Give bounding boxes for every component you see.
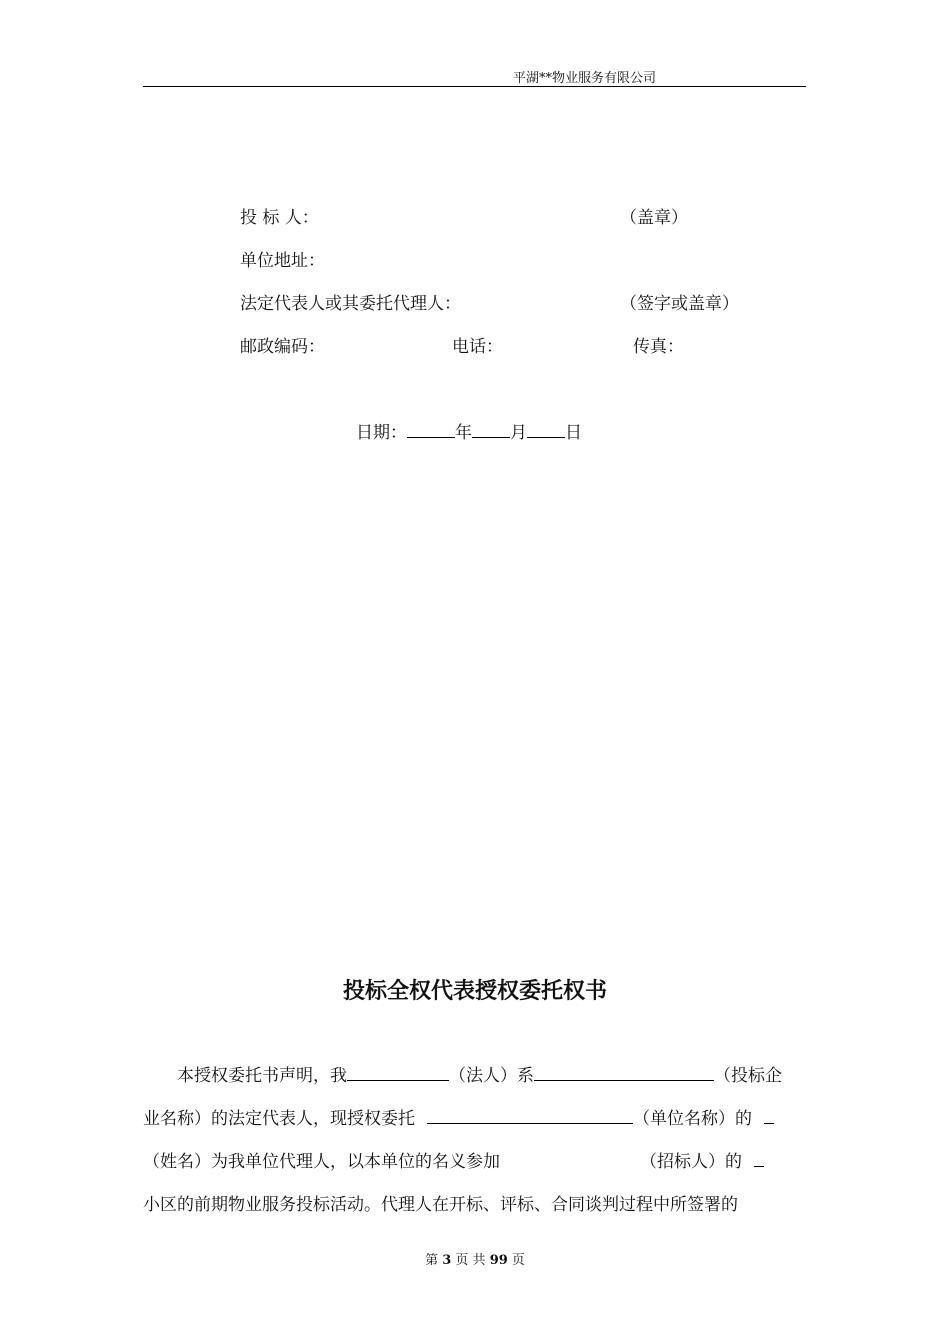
header-rule: [143, 86, 806, 87]
auth-line-4: 小区的前期物业服务投标活动。代理人在开标、评标、合同谈判过程中所签署的: [143, 1195, 738, 1215]
unit-name-blank[interactable]: [427, 1109, 633, 1124]
footer-prefix: 第: [425, 1253, 439, 1268]
header-company: 平湖**物业服务有限公司: [513, 71, 657, 86]
p2-text-a: 业名称）的法定代表人，现授权委托: [143, 1109, 415, 1129]
rep-sign: （签字或盖章）: [620, 294, 739, 314]
p3-text-a: （姓名）为我单位代理人，以本单位的名义参加: [143, 1152, 500, 1172]
footer-suffix: 页: [511, 1253, 525, 1268]
authorization-title: 投标全权代表授权委托权书: [342, 979, 607, 1004]
day-label: 日: [565, 423, 582, 443]
auth-line-3: [143, 1147, 808, 1172]
p2-trailing-blank[interactable]: [764, 1109, 774, 1124]
page-footer: [0, 1249, 950, 1268]
p1-text-a: 本授权委托书声明，我: [177, 1066, 347, 1086]
month-label: 月: [510, 423, 527, 443]
year-label: 年: [455, 423, 472, 443]
footer-mid: 页 共: [455, 1253, 486, 1268]
p1-text-c: （投标企: [714, 1066, 782, 1086]
company-name-blank[interactable]: [534, 1066, 714, 1081]
auth-line-2: [143, 1104, 808, 1129]
date-line: [356, 418, 582, 443]
legal-person-blank[interactable]: [347, 1066, 449, 1081]
rep-label: 法定代表人或其委托代理人：: [240, 294, 461, 314]
p1-text-b: （法人）系: [449, 1066, 534, 1086]
p2-text-b: （单位名称）的: [633, 1109, 752, 1129]
year-blank[interactable]: [407, 423, 455, 438]
date-label: 日期：: [356, 423, 407, 443]
bidder-label: 投 标 人：: [240, 208, 319, 228]
month-blank[interactable]: [472, 423, 510, 438]
fax-label: 传真：: [633, 337, 684, 357]
p3-text-b: （招标人）的: [640, 1152, 742, 1172]
footer-page-number: 3: [442, 1253, 452, 1268]
phone-label: 电话：: [452, 337, 503, 357]
p3-trailing-blank[interactable]: [754, 1152, 764, 1167]
footer-total-pages: 99: [489, 1253, 508, 1268]
postcode-label: 邮政编码：: [240, 337, 325, 357]
day-blank[interactable]: [527, 423, 565, 438]
address-label: 单位地址：: [240, 251, 325, 271]
auth-line-1: [143, 1061, 808, 1086]
bidder-stamp: （盖章）: [620, 208, 688, 228]
